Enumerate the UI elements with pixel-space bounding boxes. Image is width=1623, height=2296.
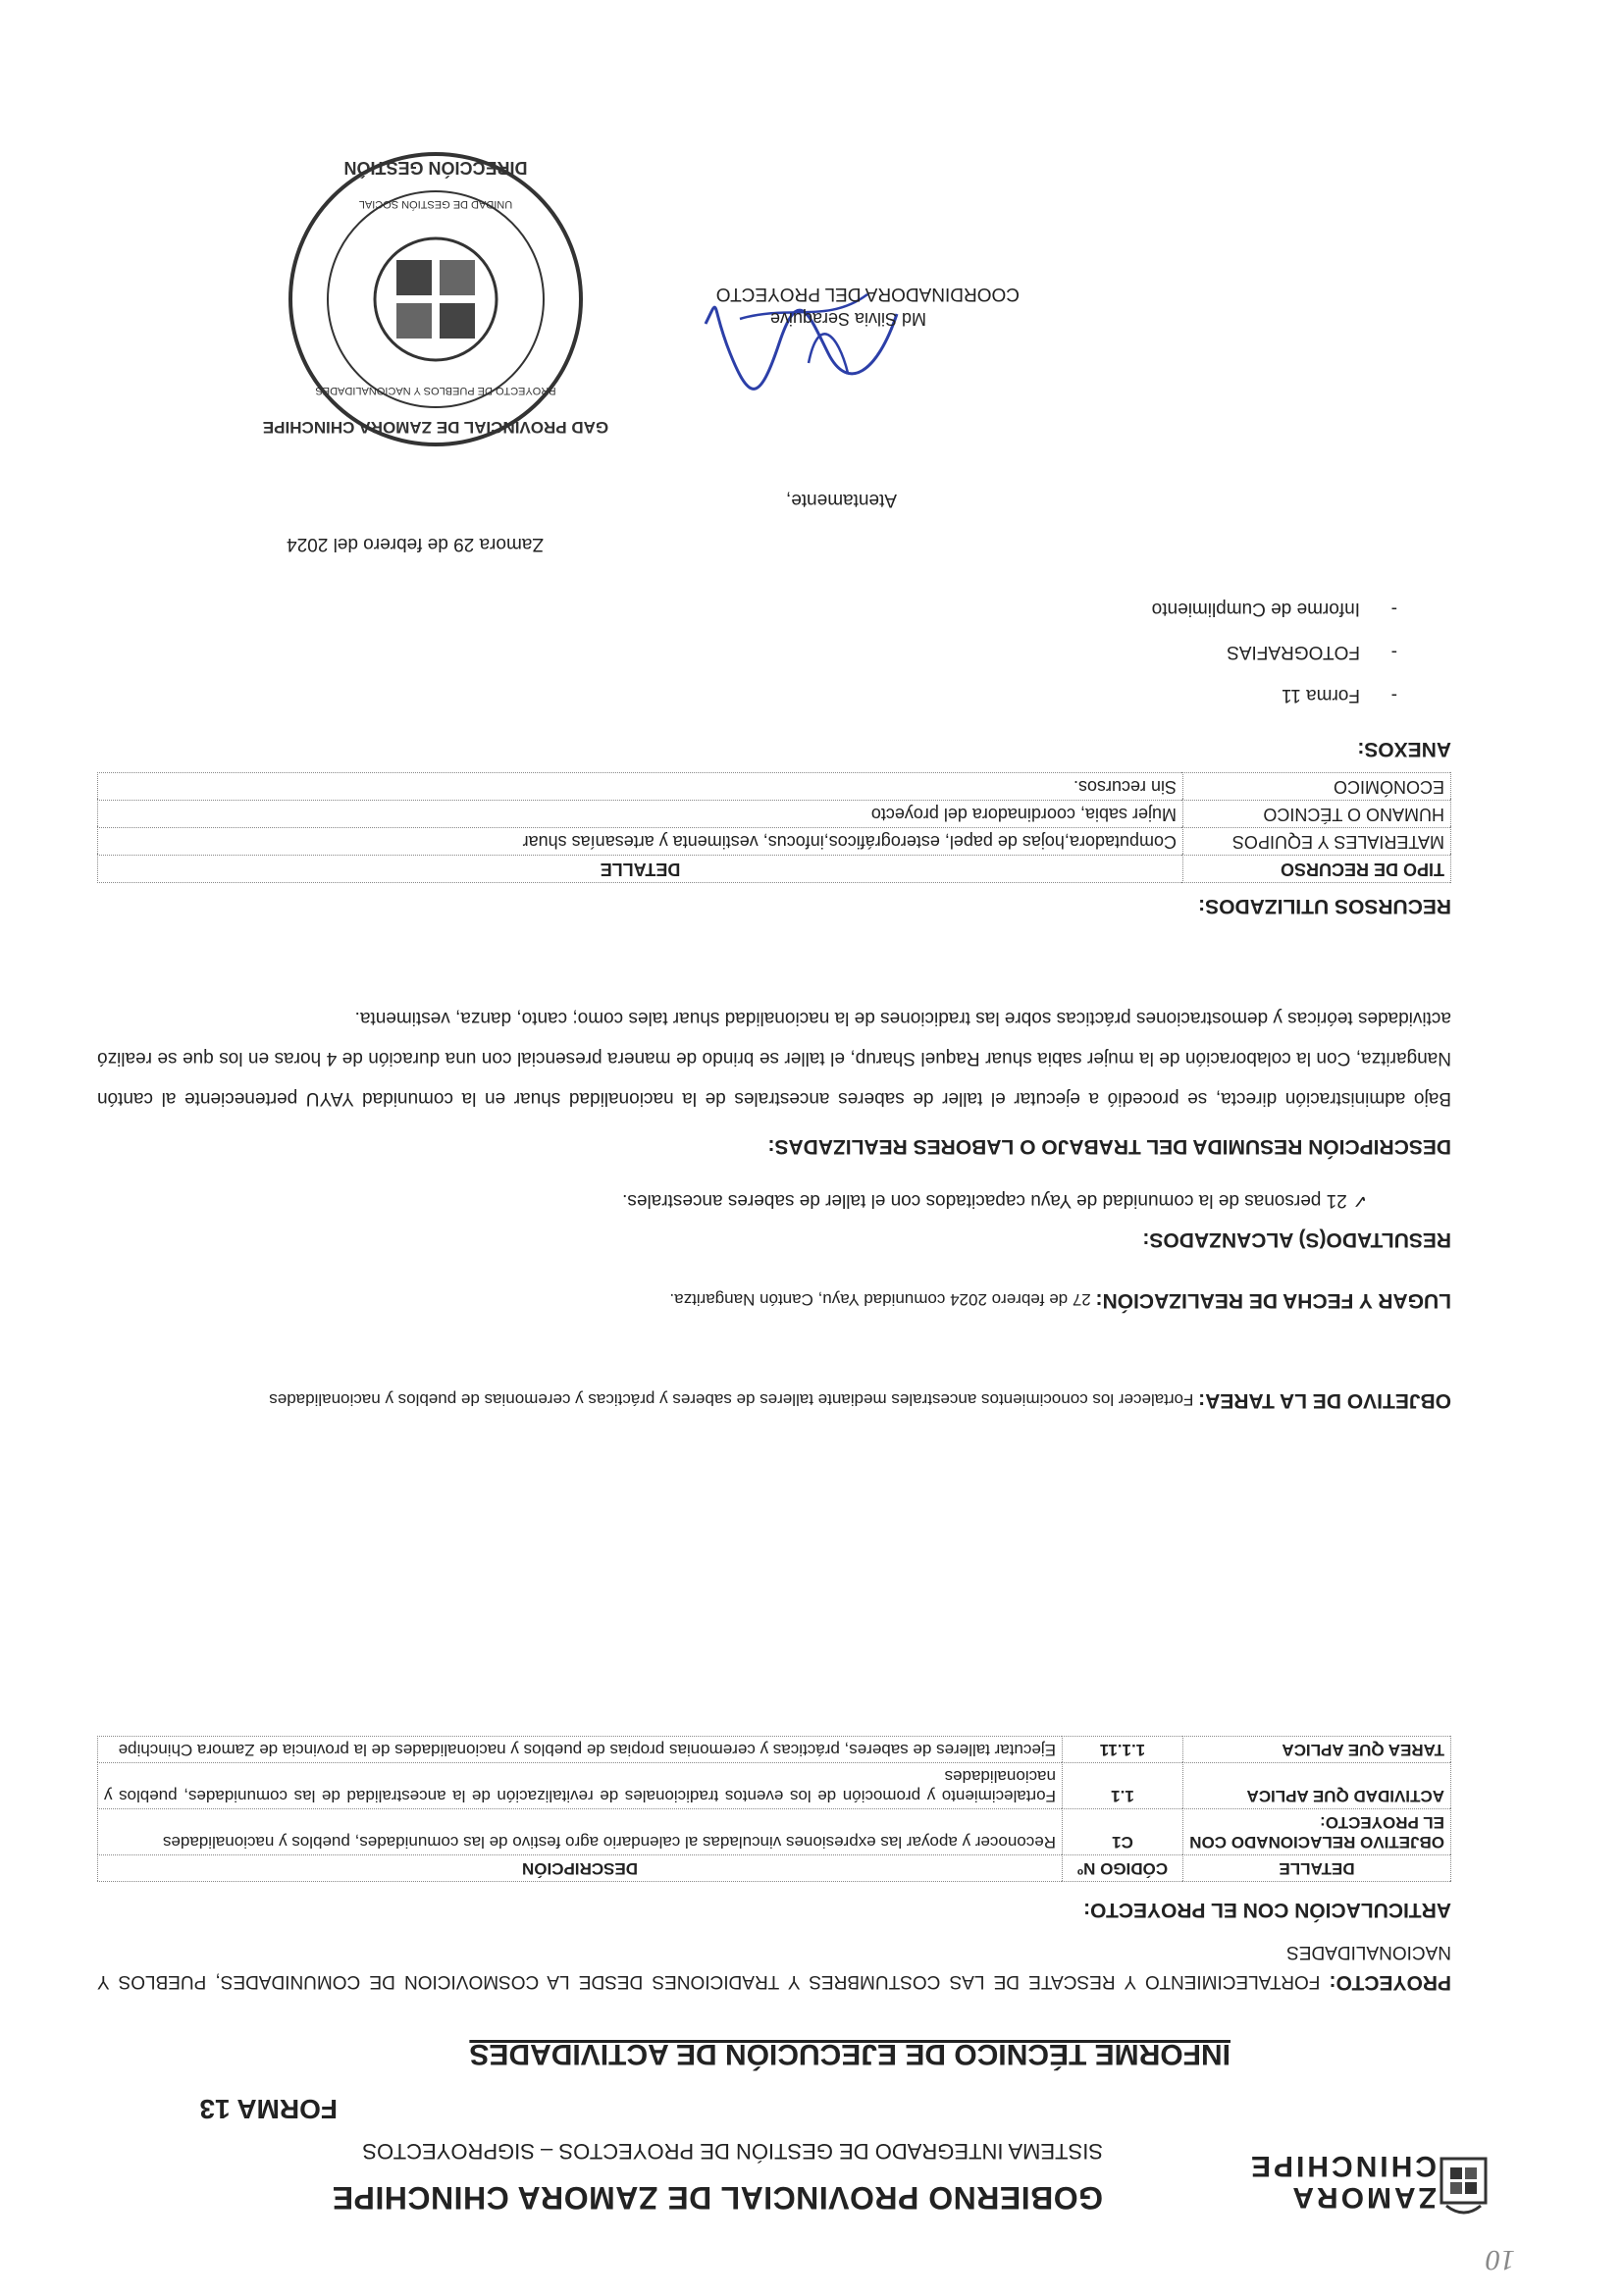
system-name: SISTEMA INTEGRADO DE GESTIÓN DE PROYECTOS – SIGPROYECTOS <box>362 2139 1103 2164</box>
place-label: LUGAR Y FECHA DE REALIZACIÓN: <box>1095 1289 1451 1312</box>
table-row <box>98 773 1451 801</box>
list-item: - FOTOGRAFIAS <box>1227 642 1397 662</box>
annexes-list <box>1152 587 1397 716</box>
results-item <box>622 1189 1368 1212</box>
stamp-inner-text: PROYECTO DE PUEBLOS Y NACIONALIDADES <box>315 385 556 396</box>
resources-table <box>97 772 1451 883</box>
col-codigo: CÓDIGO Nº <box>1063 1855 1183 1882</box>
stamp-outer-text: GAD PROVINCIAL DE ZAMORA CHINCHIPE <box>262 418 609 437</box>
institution-name: GOBIERNO PROVINCIAL DE ZAMORA CHINCHIPE <box>332 2180 1103 2216</box>
objective-section <box>97 1386 1451 1413</box>
table-row <box>98 1809 1451 1855</box>
row-detail: TAREA QUE APLICA <box>1183 1737 1451 1763</box>
project-section <box>97 1937 1451 1997</box>
project-text: FORTALECIMIENTO Y RESCATE DE LAS COSTUMBRES Y TRADICIONES DESDE LA COSMOVICION DE COMUNIDADES, PUEBLOS Y NACIONALIDADES <box>97 1942 1451 1992</box>
table-row <box>98 1737 1451 1763</box>
logo-line-2: CHINCHIPE <box>1247 2150 1437 2182</box>
row-detail: ACTIVIDAD QUE APLICA <box>1183 1763 1451 1809</box>
signer-role: COORDINADORA DEL PROYECTO <box>715 284 1020 304</box>
signer-name: Md Silvia Seraquive <box>769 309 926 329</box>
row-desc: Fortalecimiento y promoción de los eventos tradicionales de revitalización de la ancestralidad de las comunidades, pueblos y nacionalidades <box>98 1763 1063 1809</box>
row-type: MATERIALES Y EQUIPOS <box>1183 828 1451 856</box>
col-detalle: DETALLE <box>98 856 1183 883</box>
project-label: PROYECTO: <box>1329 1971 1451 1994</box>
results-heading: RESULTADO(S) ALCANZADOS: <box>1142 1228 1451 1251</box>
col-tipo: TIPO DE RECURSO <box>1183 856 1451 883</box>
row-code: 1.1.11 <box>1063 1737 1183 1763</box>
col-descripcion: DESCRIPCIÓN <box>98 1855 1063 1882</box>
list-item: - Forma 11 <box>1282 685 1397 705</box>
row-code: C1 <box>1063 1809 1183 1855</box>
list-item: - Informe de Cumplimiento <box>1151 599 1397 619</box>
annex-item-text: Informe de Cumplimiento <box>1151 599 1360 619</box>
page-title: INFORME TÉCNICO DE EJECUCIÓN DE ACTIVIDADES <box>469 2038 1230 2070</box>
table-row <box>98 1763 1451 1809</box>
official-stamp <box>262 147 609 451</box>
resources-heading: RECURSOS UTILIZADOS: <box>1198 895 1451 917</box>
salutation: Atentamente, <box>785 490 897 510</box>
row-detail: OBJETIVO RELACIONADO CON EL PROYECTO: <box>1183 1809 1451 1855</box>
form-number: FORMA 13 <box>199 2094 338 2124</box>
logo-line-1: ZAMORA <box>1289 2181 1437 2214</box>
objective-text: Fortalecer los conocimientos ancestrales mediante talleres de saberes y prácticas y ceremonias de pueblos y nacionalidades <box>269 1390 1194 1409</box>
closing-date: Zamora 29 de febrero del 2024 <box>287 534 544 554</box>
logo-emblem-icon <box>1437 2139 1491 2218</box>
place-section <box>97 1288 1451 1312</box>
row-detail: Sin recursos. <box>98 773 1183 801</box>
articulation-table <box>97 1736 1451 1882</box>
page-number: 10 <box>1486 2244 1515 2276</box>
description-heading: DESCRIPCIÓN RESUMIDA DEL TRABAJO O LABORES REALIZADAS: <box>767 1135 1451 1158</box>
results-item-text: 21 personas de la comunidad de Yayu capacitados con el taller de saberes ancestrales. <box>622 1190 1347 1211</box>
articulation-heading: ARTICULACIÓN CON EL PROYECTO: <box>1083 1899 1451 1921</box>
annex-item-text: Forma 11 <box>1282 685 1360 705</box>
logo-wordmark <box>1248 2150 1437 2213</box>
row-desc: Reconocer y apoyar las expresiones vinculadas al calendario agro festivo de las comunidades, pueblos y nacionalidades <box>98 1809 1063 1855</box>
row-type: HUMANO O TÉCNICO <box>1183 801 1451 828</box>
row-type: ECONÓMICO <box>1183 773 1451 801</box>
row-detail: Mujer sabia, coordinadora del proyecto <box>98 801 1183 828</box>
row-code: 1.1 <box>1063 1763 1183 1809</box>
stamp-unit-text: UNIDAD DE GESTIÓN SOCIAL <box>358 198 513 210</box>
objective-label: OBJETIVO DE LA TAREA: <box>1198 1389 1451 1412</box>
checkmark-icon: ✓ <box>1346 1190 1368 1211</box>
table-row <box>98 801 1451 828</box>
col-detalle: DETALLE <box>1183 1855 1451 1882</box>
place-text: 27 de febrero 2024 comunidad Yayu, Cantón Nangaritza. <box>669 1290 1091 1309</box>
row-detail: Computadora,hojas de papel, esterográficos,infocus, vestimenta y artesanías shuar <box>98 828 1183 856</box>
table-row <box>98 828 1451 856</box>
annexes-heading: ANEXOS: <box>1357 738 1451 760</box>
stamp-top-text: DIRECCIÓN GESTIÓN <box>343 158 528 178</box>
description-text: Bajo administración directa, se procedió a ejecutar el taller de saberes ancestrales de la nacionalidad shuar en la comunidad YAYU perteneciente al cantón Nangaritza, Con la colaboración de la mujer sabia shuar Raquel Sharup, el taller se brindo de manera presencial con una duración de 4 horas en los que se realizó actividades teóricas y demostraciones prácticas sobre las tradiciones de la nacionalidad shuar tales como; canto, danza, vestimenta. <box>97 1008 1451 1109</box>
annex-item-text: FOTOGRAFIAS <box>1227 642 1360 662</box>
row-desc: Ejecutar talleres de saberes, prácticas y ceremonias propias de pueblos y nacionalidades de la provincia de Zamora Chinchipe <box>98 1737 1063 1763</box>
